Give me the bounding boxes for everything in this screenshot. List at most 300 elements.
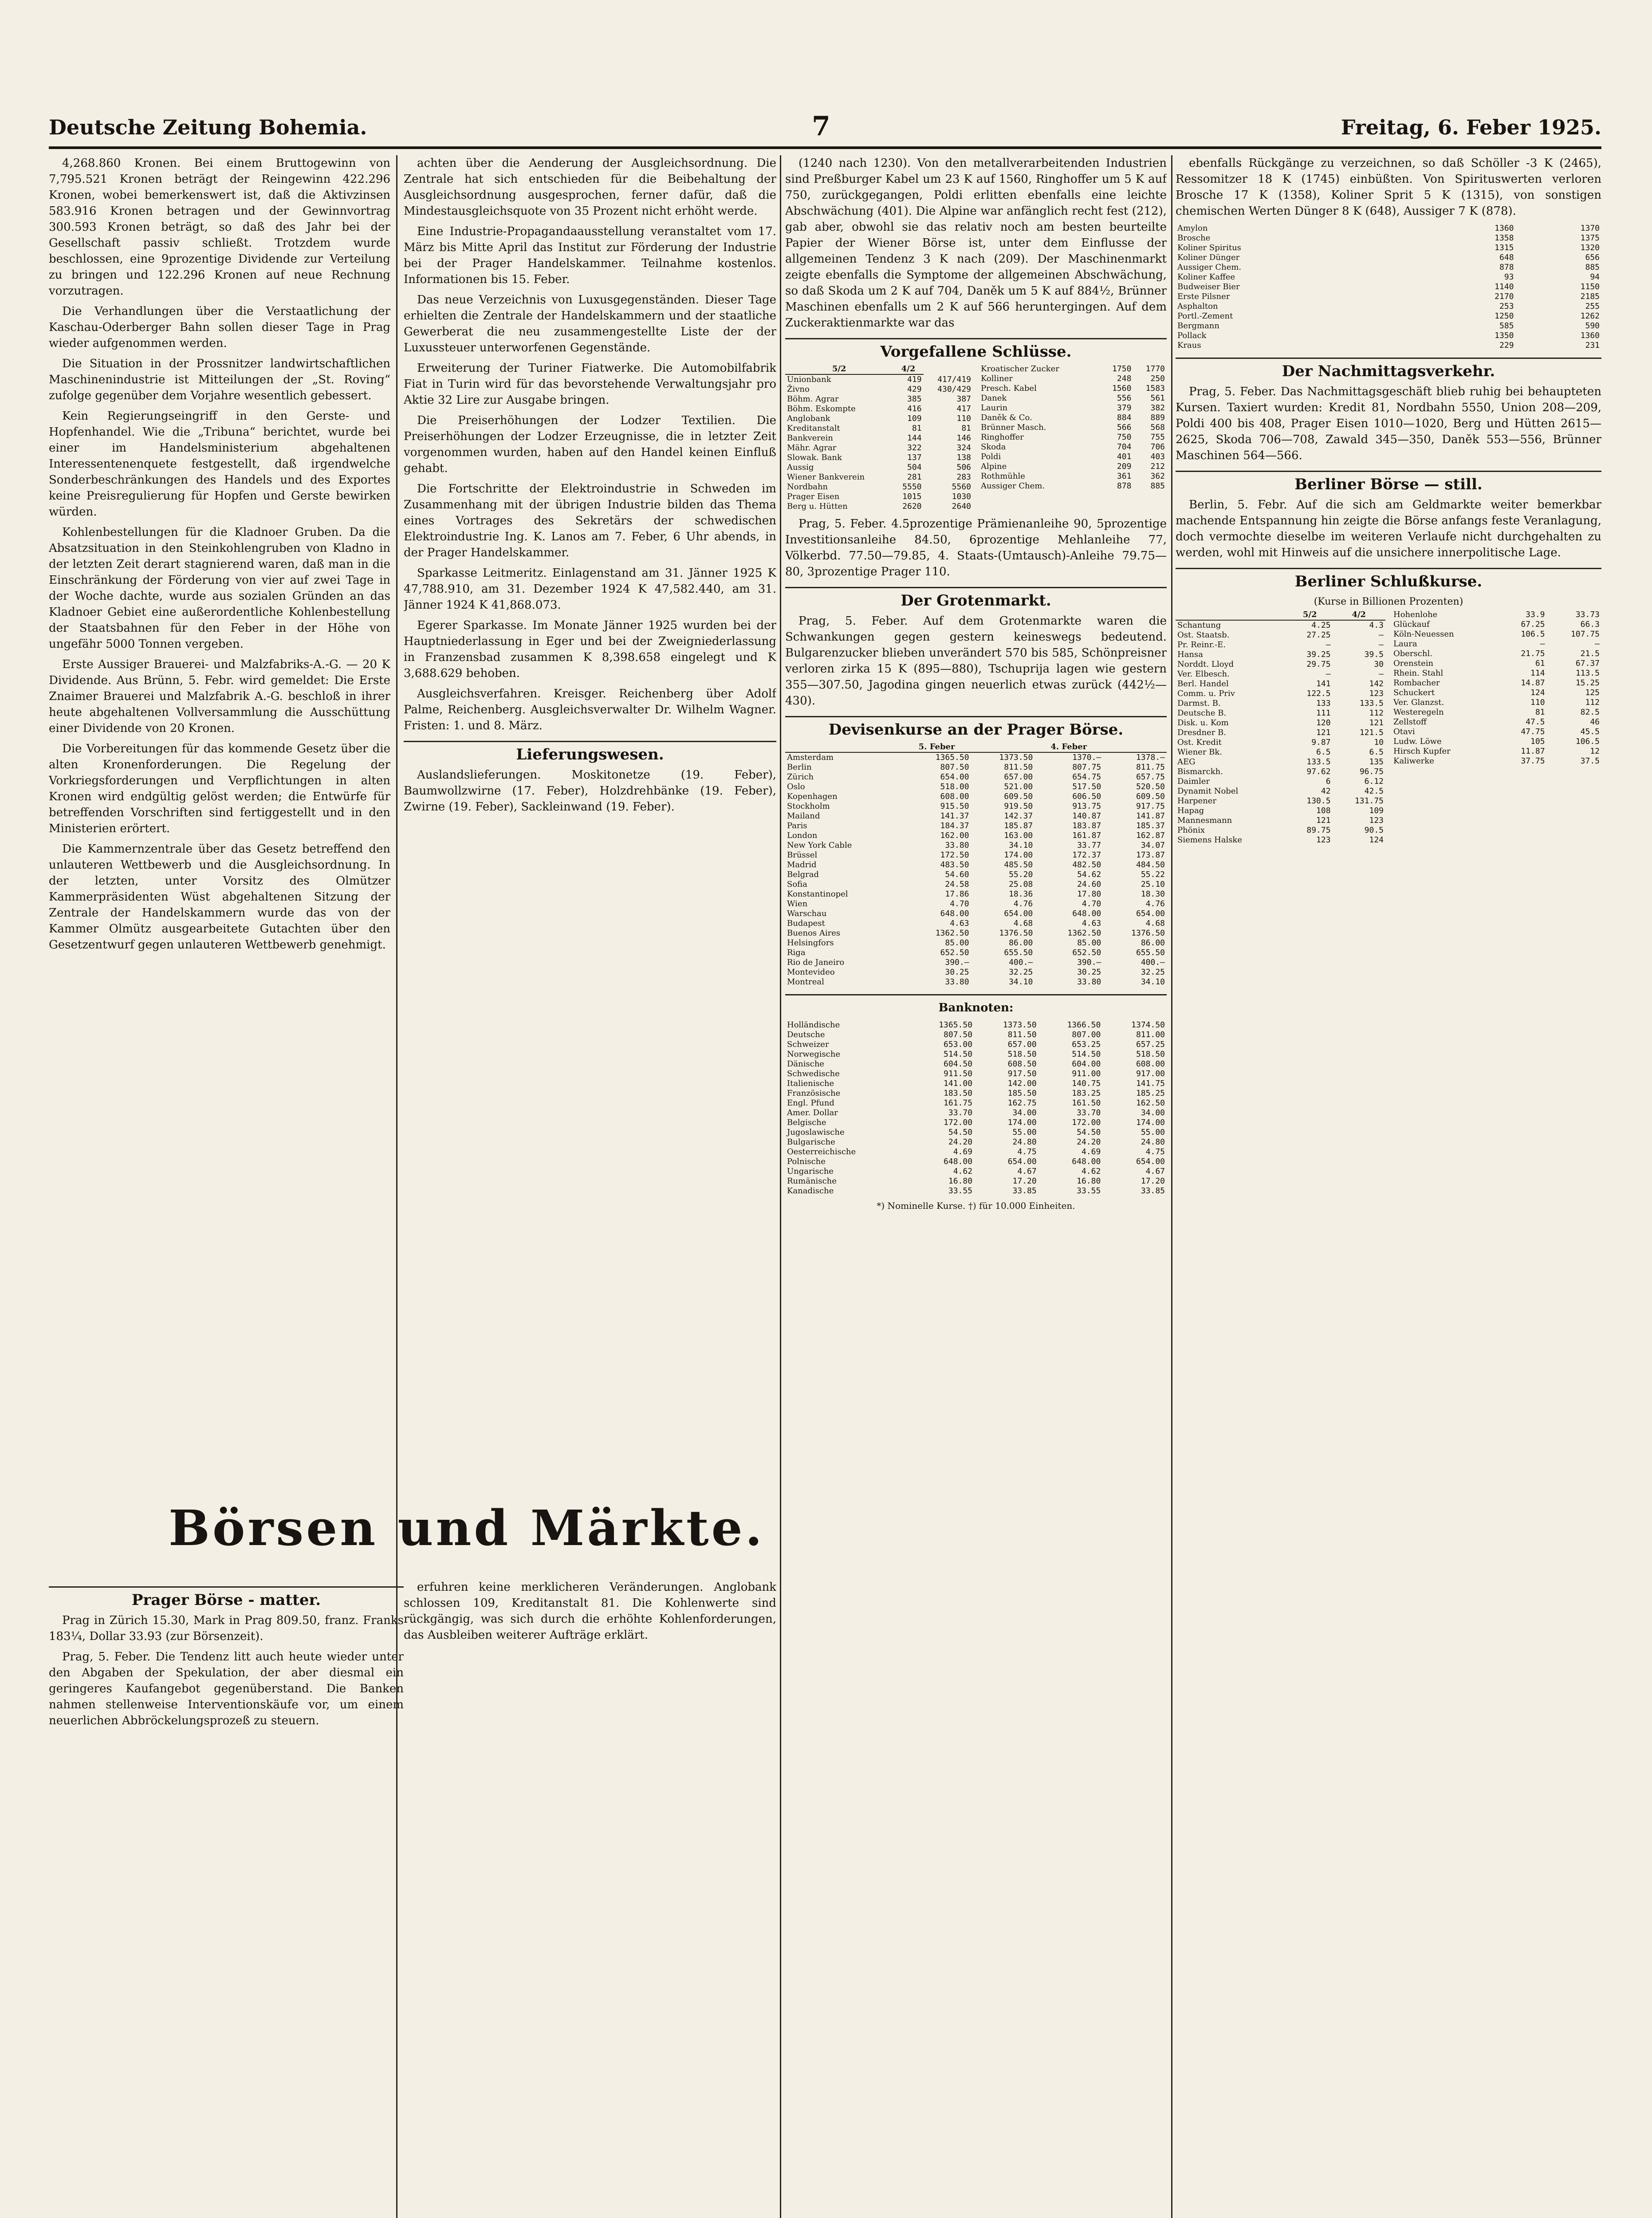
row-value: 25.08 xyxy=(1009,880,1033,889)
table-row xyxy=(1176,816,1385,826)
table-row xyxy=(785,821,1167,831)
row-label: Belgrad xyxy=(787,870,819,879)
row-label: Živno xyxy=(787,385,810,394)
article-text: Prag, 5. Feber. Die Tendenz litt auch heute wieder unter den Abgaben der Spekulation, der aber diesmal ein geringeres Kaufangebot gegenüberstand. Die Banken nahmen stellenweise Interventionskäufe vor, um einem neuerlichen Abbröckelungsprozeß zu steuern. xyxy=(49,1650,404,1727)
row-value: 133 xyxy=(1316,699,1331,708)
table-row xyxy=(785,1089,1167,1098)
row-label: Riga xyxy=(787,948,806,957)
row-value: 21.5 xyxy=(1580,649,1600,658)
row-value: 483.50 xyxy=(940,860,969,869)
row-value: 142.00 xyxy=(1007,1079,1037,1088)
row-label: Brünner Masch. xyxy=(981,423,1046,432)
row-value: 231 xyxy=(1585,341,1600,350)
table-row xyxy=(785,1020,1167,1030)
table-row xyxy=(785,1167,1167,1176)
row-value: 34.10 xyxy=(1009,977,1033,987)
table-row xyxy=(1176,341,1601,350)
row-label: Darmst. B. xyxy=(1177,699,1221,708)
row-value: 27.25 xyxy=(1306,630,1331,640)
table-header-row xyxy=(1176,610,1385,620)
row-value: 32.25 xyxy=(1141,967,1165,977)
row-value: 185.37 xyxy=(1136,821,1165,830)
row-label: Presch. Kabel xyxy=(981,384,1037,393)
table-row xyxy=(785,977,1167,987)
row-value: 163.00 xyxy=(1004,831,1033,840)
table-row xyxy=(785,1186,1167,1196)
table-row xyxy=(785,1069,1167,1079)
table-row xyxy=(1176,718,1385,728)
row-value: 107.75 xyxy=(1570,629,1600,639)
table-row xyxy=(785,967,1167,977)
table-row xyxy=(785,463,973,472)
row-label: Ost. Staatsb. xyxy=(1177,630,1230,640)
row-label: Berl. Handel xyxy=(1177,679,1229,688)
article-text: Die Fortschritte der Elektroindustrie in Schweden im Zusammenhang mit der übrigen Industrie bilden das Thema eines Vortrages des Sekretärs der schwedischen Elektroindustrie Ing. K. Lanos am 7. Feber, 6 Uhr abends, in der Prager Handelskammer. xyxy=(404,482,776,559)
row-value: 653.00 xyxy=(944,1040,973,1049)
row-label: Dänische xyxy=(787,1059,825,1069)
row-value: 652.50 xyxy=(940,948,969,957)
row-value: — xyxy=(1326,669,1331,679)
row-label: Norwegische xyxy=(787,1050,841,1059)
row-value: 604.00 xyxy=(1072,1059,1101,1069)
row-value: 162.00 xyxy=(940,831,969,840)
table-row xyxy=(1392,678,1601,688)
row-value: 55.20 xyxy=(1009,870,1033,879)
row-value: 4.69 xyxy=(1081,1147,1101,1156)
row-value: 416 xyxy=(907,404,922,413)
table-row xyxy=(785,841,1167,850)
row-label: Rumänische xyxy=(787,1176,837,1186)
article-text: Prag, 5. Feber. Das Nachmittagsgeschäft blieb ruhig bei behaupteten Kursen. Taxiert wurden: Kredit 81, Nordbahn 5550, Union 208—209, Poldi 400 bis 408, Prager Eisen 1010—1020, Berg und Hütten 2615—2625, Skoda 706—708, Zawald 345—350, Daněk 553—556, Brünner Maschinen 564—566. xyxy=(1176,385,1601,462)
table-row xyxy=(1176,777,1385,787)
row-label: Ringhoffer xyxy=(981,433,1024,442)
row-label: Rio de Janeiro xyxy=(787,958,845,967)
row-value: 1140 xyxy=(1495,282,1514,291)
row-value: — xyxy=(1326,640,1331,649)
row-value: 807.50 xyxy=(944,1030,973,1039)
row-value: 17.86 xyxy=(945,889,969,899)
row-value: 14.87 xyxy=(1521,678,1545,688)
section-heading: Berliner Schlußkurse. xyxy=(1176,568,1601,590)
article-text: Prag in Zürich 15.30, Mark in Prag 809.50, franz. Franks 183¼, Dollar 33.93 (zur Börsenzeit). xyxy=(49,1614,404,1643)
row-label: Madrid xyxy=(787,860,817,869)
row-value: 24.58 xyxy=(945,880,969,889)
row-value: 110 xyxy=(1530,698,1545,707)
row-value: 657.00 xyxy=(1004,772,1033,782)
table-row xyxy=(1176,302,1601,311)
row-label: Helsingfors xyxy=(787,938,834,948)
table-row xyxy=(979,413,1167,423)
row-label: Amylon xyxy=(1177,224,1208,233)
table-row xyxy=(785,752,1167,763)
row-value: 878 xyxy=(1499,263,1514,272)
row-label: Pr. Reinr.-E. xyxy=(1177,640,1226,649)
row-value: 34.07 xyxy=(1141,841,1165,850)
table-row xyxy=(979,433,1167,442)
table-row xyxy=(785,909,1167,919)
row-value: 90.5 xyxy=(1364,826,1384,835)
row-value: 94 xyxy=(1590,272,1600,282)
row-value: — xyxy=(1379,640,1384,649)
row-label: Ver. Elbesch. xyxy=(1177,669,1230,679)
row-value: 654.00 xyxy=(1136,1157,1165,1166)
table-row xyxy=(785,880,1167,889)
row-value: 517.50 xyxy=(1072,782,1101,791)
row-label: Rothmühle xyxy=(981,472,1025,481)
article-text: Die Vorbereitungen für das kommende Gesetz über die alten Kronenforderungen. Die Regelung der Vorkriegsforderungen und Verpflichtungen in alten Kronen wird endgültig gelöst werden; die Entwürfe für betreffenden Vorschriften sind fertiggestellt und in den Ministerien erörtert. xyxy=(49,742,390,835)
row-label: Comm. u. Priv xyxy=(1177,689,1235,698)
table-row xyxy=(1176,708,1385,718)
row-value: 281 xyxy=(907,472,922,482)
row-value: 1370.— xyxy=(1072,753,1101,762)
row-label: Glückauf xyxy=(1393,620,1430,629)
section-heading: Banknoten: xyxy=(785,994,1167,1016)
table-row xyxy=(785,938,1167,948)
row-label: Poldi xyxy=(981,452,1001,461)
row-value: 606.50 xyxy=(1072,792,1101,801)
row-value: 4.70 xyxy=(1082,899,1101,908)
row-label: Aussiger Chem. xyxy=(981,481,1045,491)
table-row xyxy=(785,1059,1167,1069)
row-value: 403 xyxy=(1150,452,1165,461)
row-label: Unionbank xyxy=(787,375,831,384)
row-value: 4.69 xyxy=(953,1147,973,1156)
article-text: Auslandslieferungen. Moskitonetze (19. Feber), Baumwollzwirne (17. Feber), Holzdrehbänke (19. Feber), Zwirne (19. Feber), Sackleinwand (19. Feber). xyxy=(404,768,776,814)
row-value: 30.25 xyxy=(945,967,969,977)
table-row xyxy=(1176,331,1601,341)
row-value: 161.75 xyxy=(944,1098,973,1108)
row-value: 1374.50 xyxy=(1131,1020,1165,1030)
row-value: 4.67 xyxy=(1017,1167,1037,1176)
schluesse-tables xyxy=(785,364,1167,511)
row-value: 67.37 xyxy=(1575,659,1600,668)
row-value: 113.5 xyxy=(1575,669,1600,678)
row-value: 122.5 xyxy=(1306,689,1331,698)
row-value: 39.25 xyxy=(1306,650,1331,659)
table-row xyxy=(1176,282,1601,292)
row-value: 209 xyxy=(1117,462,1132,471)
row-value: 174.00 xyxy=(1136,1118,1165,1127)
column-3 xyxy=(785,155,1167,2218)
row-value: 86.00 xyxy=(1141,938,1165,948)
row-value: 174.00 xyxy=(1007,1118,1037,1127)
row-label: Böhm. Agrar xyxy=(787,394,839,404)
table-row xyxy=(1392,708,1601,717)
row-value: 590 xyxy=(1585,321,1600,330)
row-value: 105 xyxy=(1530,737,1545,746)
row-value: 506 xyxy=(956,463,971,472)
row-label: Norddt. Lloyd xyxy=(1177,660,1234,669)
table-header-cell xyxy=(1103,742,1167,752)
row-value: 1376.50 xyxy=(999,928,1033,938)
row-label: Brosche xyxy=(1177,233,1211,243)
row-value: 110 xyxy=(956,414,971,423)
table-row xyxy=(1176,321,1601,331)
table-row xyxy=(1176,263,1601,272)
section-heading: Prager Börse - matter. xyxy=(49,1586,404,1608)
row-value: 885 xyxy=(1585,263,1600,272)
row-label: Mannesmann xyxy=(1177,816,1232,825)
row-value: 518.50 xyxy=(1136,1050,1165,1059)
row-value: 811.00 xyxy=(1136,1030,1165,1039)
article-text: ebenfalls Rückgänge zu verzeichnen, so daß Schöller -3 K (2465), Ressomitzer 18 K (1745) einbüßten. Von Spirituswerten verloren Brosche 17 K (1358), Koliner Sprit 5 K (1315), von sonstigen chemischen Werten Dünger 8 K (648), Aussiger 7 K (878). xyxy=(1176,157,1601,218)
table-row xyxy=(979,472,1167,481)
table-row xyxy=(785,802,1167,811)
row-value: 4.3 xyxy=(1369,621,1384,630)
row-value: 47.5 xyxy=(1526,717,1545,727)
article-text: achten über die Aenderung der Ausgleichsordnung. Die Zentrale hat sich entschieden für die Beibehaltung der Ausgleichsordnung ausgesprochen, ferner dafür, daß die Mindestausgleichsquote von 35 Prozent nicht erhöht werde. xyxy=(404,157,776,218)
table-row xyxy=(785,1137,1167,1147)
row-value: 884 xyxy=(1117,413,1132,422)
row-value: 514.50 xyxy=(944,1050,973,1059)
row-value: 141.37 xyxy=(940,811,969,821)
devisen-table xyxy=(785,742,1167,987)
row-label: Wiener Bankverein xyxy=(787,472,865,482)
row-label: Schantung xyxy=(1177,621,1221,630)
row-value: 654.00 xyxy=(1007,1157,1037,1166)
row-value: 4.75 xyxy=(1017,1147,1037,1156)
row-value: 521.00 xyxy=(1004,782,1033,791)
article-text: Die Situation in der Prossnitzer landwirtschaftlichen Maschinenindustrie ist Mitteilungen der „St. Roving“ zufolge gegenüber dem Vorjahre wesentlich gebessert. xyxy=(49,357,390,402)
row-value: 608.00 xyxy=(940,792,969,801)
row-label: Deutsche B. xyxy=(1177,708,1227,718)
table-row xyxy=(1392,620,1601,629)
row-value: 807.75 xyxy=(1072,763,1101,772)
row-value: 37.75 xyxy=(1521,756,1545,766)
row-value: 11.87 xyxy=(1521,747,1545,756)
article-text: Das neue Verzeichnis von Luxusgegenständen. Dieser Tage erhielten die Zentrale der Handelskammern und der staatliche Gewerberat die neu zusammengestellte Liste der der Luxussteuer unterworfenen Gegenstände. xyxy=(404,293,776,354)
row-value: 657.75 xyxy=(1136,772,1165,782)
table-row xyxy=(1176,757,1385,767)
row-label: Ludw. Löwe xyxy=(1393,737,1442,746)
row-value: 1366.50 xyxy=(1067,1020,1101,1030)
row-value: 47.75 xyxy=(1521,727,1545,736)
row-value: 172.00 xyxy=(1072,1118,1101,1127)
row-label: Zürich xyxy=(787,772,814,782)
row-value: 609.50 xyxy=(1004,792,1033,801)
row-value: 648.00 xyxy=(940,909,969,918)
row-label: New York Cable xyxy=(787,841,852,850)
row-value: 400.— xyxy=(1009,958,1033,967)
row-value: 133.5 xyxy=(1359,699,1384,708)
table-row xyxy=(979,452,1167,462)
row-value: 162.75 xyxy=(1007,1098,1037,1108)
row-value: 183.25 xyxy=(1072,1089,1101,1098)
row-value: 55.00 xyxy=(1012,1128,1037,1137)
row-label: Belgische xyxy=(787,1118,826,1127)
row-value: 55.00 xyxy=(1141,1128,1165,1137)
row-value: 253 xyxy=(1499,302,1514,311)
row-value: 17.80 xyxy=(1077,889,1101,899)
row-value: 212 xyxy=(1150,462,1165,471)
row-label: Dynamit Nobel xyxy=(1177,787,1239,796)
row-value: 85.00 xyxy=(945,938,969,948)
section-heading: Vorgefallene Schlüsse. xyxy=(785,338,1167,360)
row-label: Schwedische xyxy=(787,1069,840,1078)
page-header xyxy=(49,111,1601,149)
table-row xyxy=(785,482,973,492)
row-value: 124 xyxy=(1369,835,1384,845)
row-label: Oesterreichische xyxy=(787,1147,856,1156)
table-row xyxy=(785,919,1167,928)
table-row xyxy=(1176,689,1385,699)
prager-boerse-continuation xyxy=(404,1579,776,2218)
row-value: 1320 xyxy=(1580,243,1600,252)
row-value: 1750 xyxy=(1112,364,1132,374)
column-4 xyxy=(1176,155,1601,2218)
row-value: 652.50 xyxy=(1072,948,1101,957)
row-value: 29.75 xyxy=(1306,660,1331,669)
row-value: 162.50 xyxy=(1136,1098,1165,1108)
row-label: Jugoslawische xyxy=(787,1128,845,1137)
row-value: 124 xyxy=(1530,688,1545,697)
row-value: 1373.50 xyxy=(999,753,1033,762)
row-value: 34.00 xyxy=(1012,1108,1037,1117)
row-value: 15.25 xyxy=(1575,678,1600,688)
table-row xyxy=(1176,738,1385,747)
row-value: 33.80 xyxy=(1077,977,1101,987)
table-row xyxy=(785,1108,1167,1118)
row-value: 30.25 xyxy=(1077,967,1101,977)
row-value: 911.50 xyxy=(944,1069,973,1078)
row-value: 30 xyxy=(1374,660,1384,669)
article-text: Die Kammernzentrale über das Gesetz betreffend den unlauteren Wettbewerb und die Ausgleichsordnung. In der letzten, unter Vorsitz des Olmützer Kammerpräsidenten Wüst abgehaltenen Sitzung der Zentrale der Handelskammern wurde das von der Kammer Olmütz ausgearbeitete Gutachten über den Gesetzentwurf gegen unlauteren Wettbewerb genehmigt. xyxy=(49,842,390,952)
row-value: 255 xyxy=(1585,302,1600,311)
row-value: 141.00 xyxy=(944,1079,973,1088)
row-value: 67.25 xyxy=(1521,620,1545,629)
row-value: 185.87 xyxy=(1004,821,1033,830)
row-label: Nordbahn xyxy=(787,482,828,492)
row-value: 185.25 xyxy=(1136,1089,1165,1098)
row-value: 568 xyxy=(1150,423,1165,432)
table-row xyxy=(979,384,1167,393)
table-row xyxy=(1176,826,1385,835)
row-value: 112 xyxy=(1585,698,1600,707)
table-row xyxy=(785,492,973,502)
table-row xyxy=(785,453,973,463)
row-label: Dresdner B. xyxy=(1177,728,1226,737)
row-value: 81 xyxy=(912,424,922,433)
row-label: Hirsch Kupfer xyxy=(1393,747,1451,756)
row-value: 1262 xyxy=(1580,311,1600,321)
row-value: 1365.50 xyxy=(935,753,969,762)
table-row xyxy=(785,424,973,433)
row-value: 400.— xyxy=(1141,958,1165,967)
table-row xyxy=(1176,620,1385,630)
row-value: 655.50 xyxy=(1004,948,1033,957)
row-value: 54.60 xyxy=(945,870,969,879)
row-value: 162.87 xyxy=(1136,831,1165,840)
table-row xyxy=(785,414,973,424)
row-value: 1560 xyxy=(1112,384,1132,393)
row-label: AEG xyxy=(1177,757,1196,767)
row-label: Engl. Pfund xyxy=(787,1098,834,1108)
issue-date: Freitag, 6. Feber 1925. xyxy=(1341,115,1601,139)
row-value: 1150 xyxy=(1580,282,1600,291)
row-value: 917.75 xyxy=(1136,802,1165,811)
row-value: 653.25 xyxy=(1072,1040,1101,1049)
row-value: 109 xyxy=(907,414,922,423)
row-value: 33.55 xyxy=(948,1186,973,1196)
schluesse-table xyxy=(785,364,973,511)
row-value: 654.00 xyxy=(1004,909,1033,918)
section-masthead: Börsen und Märkte. xyxy=(169,1499,765,1557)
row-value: 111 xyxy=(1316,708,1331,718)
section-heading: Der Nachmittagsverkehr. xyxy=(1176,358,1601,379)
row-value: 142 xyxy=(1369,679,1384,688)
row-value: 33.77 xyxy=(1077,841,1101,850)
row-value: 54.50 xyxy=(1077,1128,1101,1137)
row-value: 1360 xyxy=(1495,224,1514,233)
table-row xyxy=(1392,698,1601,708)
row-value: 485.50 xyxy=(1004,860,1033,869)
row-value: 654.75 xyxy=(1072,772,1101,782)
row-value: 417 xyxy=(956,404,971,413)
row-label: Skoda xyxy=(981,442,1006,452)
row-value: 322 xyxy=(907,443,922,452)
row-value: 33.80 xyxy=(945,841,969,850)
table-row xyxy=(785,870,1167,880)
row-value: 81 xyxy=(1535,708,1545,717)
table-row xyxy=(785,782,1167,792)
table-row xyxy=(1176,311,1601,321)
row-label: Otavi xyxy=(1393,727,1415,736)
table-row xyxy=(979,462,1167,472)
row-label: Ungarische xyxy=(787,1167,834,1176)
row-label: Bulgarische xyxy=(787,1137,835,1147)
prager-boerse-block xyxy=(49,1579,404,2218)
row-value: 1015 xyxy=(902,492,922,501)
row-value: 33.85 xyxy=(1141,1186,1165,1196)
row-value: 1370 xyxy=(1580,224,1600,233)
table-row xyxy=(785,1118,1167,1128)
row-label: Bankverein xyxy=(787,433,833,443)
row-value: 33.70 xyxy=(1077,1108,1101,1117)
row-value: 657.25 xyxy=(1136,1040,1165,1049)
row-label: Konstantinopel xyxy=(787,889,848,899)
row-value: 556 xyxy=(1117,393,1132,403)
row-value: 807.50 xyxy=(940,763,969,772)
row-value: 42 xyxy=(1321,787,1331,796)
table-row xyxy=(785,792,1167,802)
row-label: Kreditanstalt xyxy=(787,424,840,433)
row-label: Aussig xyxy=(787,463,814,472)
row-value: 89.75 xyxy=(1306,826,1331,835)
row-value: 2185 xyxy=(1580,292,1600,301)
row-value: 5550 xyxy=(902,482,922,492)
row-value: 387 xyxy=(956,394,971,404)
row-label: Kaliwerke xyxy=(1393,756,1434,766)
article-text: Erste Aussiger Brauerei- und Malzfabriks-A.-G. — 20 K Dividende. Aus Brünn, 5. Febr. wird gemeldet: Die Erste Znaimer Brauerei und Malzfabrik A.-G. beschloß in ihrer heute abgehaltenen Vollversammlung die Ausschüttung einer Dividende von 20 Kronen. xyxy=(49,658,390,735)
row-value: 656 xyxy=(1585,253,1600,262)
row-value: — xyxy=(1379,669,1384,679)
article-text: Eine Industrie-Propagandaausstellung veranstaltet vom 17. März bis Mitte April das Institut zur Förderung der Industrie bei der Prager Handelskammer. Teilnahme kostenlos. Informationen bis 15. Feber. xyxy=(404,225,776,286)
row-value: 123 xyxy=(1316,835,1331,845)
row-value: 4.68 xyxy=(1013,919,1033,928)
row-value: 382 xyxy=(1150,403,1165,413)
row-value: 32.25 xyxy=(1009,967,1033,977)
row-label: Kroatischer Zucker xyxy=(981,364,1059,374)
row-value: 18.36 xyxy=(1009,889,1033,899)
row-value: 608.50 xyxy=(1007,1059,1037,1069)
table-row xyxy=(785,1098,1167,1108)
row-label: Schweizer xyxy=(787,1040,829,1049)
row-label: Rhein. Stahl xyxy=(1393,669,1444,678)
table-row xyxy=(785,1040,1167,1050)
row-value: 24.20 xyxy=(948,1137,973,1147)
row-label: Amer. Dollar xyxy=(787,1108,838,1117)
row-value: 37.5 xyxy=(1580,756,1600,766)
